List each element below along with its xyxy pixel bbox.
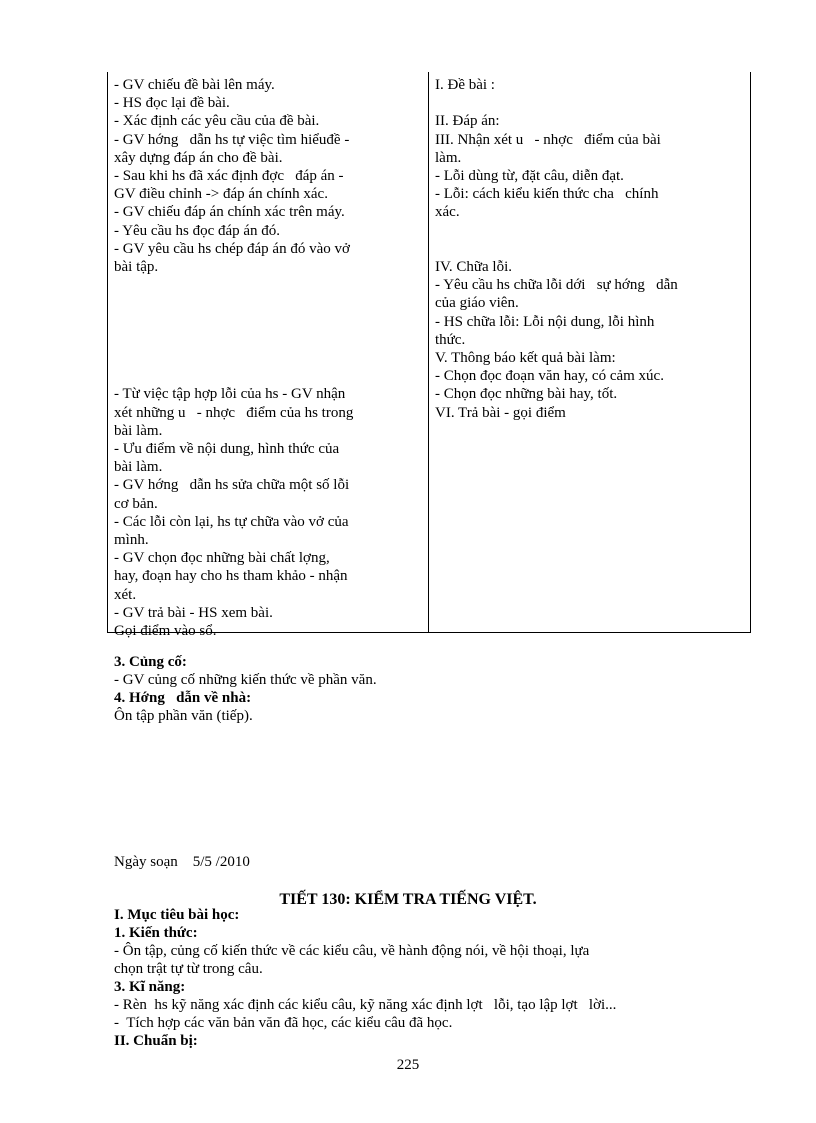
homework-heading: 4. Hớng dẫn về nhà: bbox=[114, 690, 252, 706]
right-line: của giáo viên. bbox=[435, 295, 519, 312]
right-line: I. Đề bài : bbox=[435, 77, 495, 93]
right-line: V. Thông báo kết quả bài làm: bbox=[435, 350, 616, 366]
blank-line bbox=[114, 367, 420, 385]
left-line: - GV chiếu đề bài lên máy. bbox=[114, 77, 275, 93]
content-column bbox=[435, 76, 741, 422]
right-line: xác. bbox=[435, 204, 460, 221]
right-line: VI. Trả bài - gọi điểm bbox=[435, 404, 566, 421]
left-line: - GV hớng dẫn hs tự việc tìm hiểuđề - bbox=[114, 131, 350, 148]
left-line: - HS đọc lại đề bài. bbox=[114, 95, 230, 112]
left-line: - GV chiếu đáp án chính xác trên máy. bbox=[114, 204, 345, 221]
skills-heading: 3. Kĩ năng: bbox=[114, 979, 186, 995]
blank-line bbox=[114, 331, 420, 349]
blank-line bbox=[435, 240, 741, 258]
right-line: IV. Chữa lỗi. bbox=[435, 258, 513, 275]
objectives-section bbox=[114, 906, 616, 1050]
right-line: - Yêu cầu hs chữa lỗi dới sự hớng dẫn bbox=[435, 277, 678, 294]
left-line: cơ bản. bbox=[114, 495, 158, 512]
column-divider bbox=[428, 72, 429, 632]
knowledge-text-2: chọn trật tự từ trong câu. bbox=[114, 961, 263, 977]
left-line: mình. bbox=[114, 531, 149, 548]
left-line: - Các lỗi còn lại, hs tự chữa vào vở của bbox=[114, 513, 349, 530]
right-line: - Lỗi: cách kiểu kiến thức cha chính bbox=[435, 186, 659, 203]
right-line: - Chọn đọc những bài hay, tốt. bbox=[435, 386, 618, 403]
page-number: 225 bbox=[396, 1057, 420, 1073]
homework-text: Ôn tập phần văn (tiếp). bbox=[114, 708, 253, 724]
right-line: II. Đáp án: bbox=[435, 113, 500, 130]
left-line: - GV chọn đọc những bài chất lợng, bbox=[114, 550, 330, 567]
left-line: - GV hớng dẫn hs sửa chữa một số lỗi bbox=[114, 477, 350, 494]
left-line: bài làm. bbox=[114, 459, 163, 476]
left-line: - Ưu điểm về nội dung, hình thức của bbox=[114, 440, 340, 457]
date-prepared: Ngày soạn 5/5 /2010 bbox=[114, 854, 250, 870]
blank-line bbox=[435, 222, 741, 240]
left-line: - Yêu cầu hs đọc đáp án đó. bbox=[114, 222, 281, 239]
consolidation-heading: 3. Củng cố: bbox=[114, 654, 187, 670]
consolidation-section bbox=[114, 653, 377, 725]
knowledge-heading: 1. Kiến thức: bbox=[114, 925, 198, 941]
blank-line bbox=[114, 276, 420, 294]
left-line: - GV trả bài - HS xem bài. bbox=[114, 604, 273, 621]
teacher-activities-column bbox=[114, 76, 420, 640]
consolidation-text: - GV củng cố những kiến thức về phần văn. bbox=[114, 672, 377, 688]
left-line: xét. bbox=[114, 586, 137, 603]
blank-line bbox=[435, 94, 741, 112]
left-line: bài làm. bbox=[114, 422, 163, 439]
left-line: xây dựng đáp án cho đề bài. bbox=[114, 149, 283, 166]
left-line: - Sau khi hs đã xác định đợc đáp án - bbox=[114, 168, 344, 185]
preparation-heading: II. Chuẩn bị: bbox=[114, 1033, 198, 1049]
right-line: làm. bbox=[435, 149, 462, 166]
blank-line bbox=[114, 313, 420, 331]
left-line: Gọi điểm vào sổ. bbox=[114, 623, 217, 639]
lesson-table bbox=[107, 72, 751, 639]
objectives-heading: I. Mục tiêu bài học: bbox=[114, 907, 240, 923]
left-line: hay, đoạn hay cho hs tham khảo - nhận bbox=[114, 568, 348, 585]
left-line: bài tập. bbox=[114, 259, 159, 276]
lesson-title: TIẾT 130: KIỂM TRA TIẾNG VIỆT. bbox=[279, 891, 537, 908]
blank-line bbox=[114, 294, 420, 312]
skills-text-2: - Tích hợp các văn bản văn đã học, các kiểu câu đã học. bbox=[114, 1015, 453, 1031]
right-line: III. Nhận xét u - nhợc điểm của bài bbox=[435, 131, 661, 148]
right-line: - Chọn đọc đoạn văn hay, có cảm xúc. bbox=[435, 368, 664, 385]
left-line: - GV yêu cầu hs chép đáp án đó vào vở bbox=[114, 240, 350, 257]
date-line bbox=[114, 853, 250, 871]
blank-line bbox=[114, 349, 420, 367]
left-line: xét những u - nhợc điểm của hs trong bbox=[114, 404, 354, 421]
right-line: - HS chữa lỗi: Lỗi nội dung, lỗi hình bbox=[435, 313, 655, 330]
left-line: - Xác định các yêu cầu của đề bài. bbox=[114, 113, 320, 130]
left-line: - Từ việc tập hợp lỗi của hs - GV nhận bbox=[114, 386, 346, 403]
skills-text-1: - Rèn hs kỹ năng xác định các kiểu câu, kỹ năng xác định lợt lỗi, tạo lập lợt lời... bbox=[114, 997, 617, 1013]
right-line: thức. bbox=[435, 331, 466, 348]
right-line: - Lỗi dùng từ, đặt câu, diễn đạt. bbox=[435, 168, 624, 184]
knowledge-text-1: - Ôn tập, củng cố kiến thức về các kiểu câu, về hành động nói, về hội thoại, lựa bbox=[114, 943, 590, 959]
left-line: GV điều chỉnh -> đáp án chính xác. bbox=[114, 186, 328, 203]
